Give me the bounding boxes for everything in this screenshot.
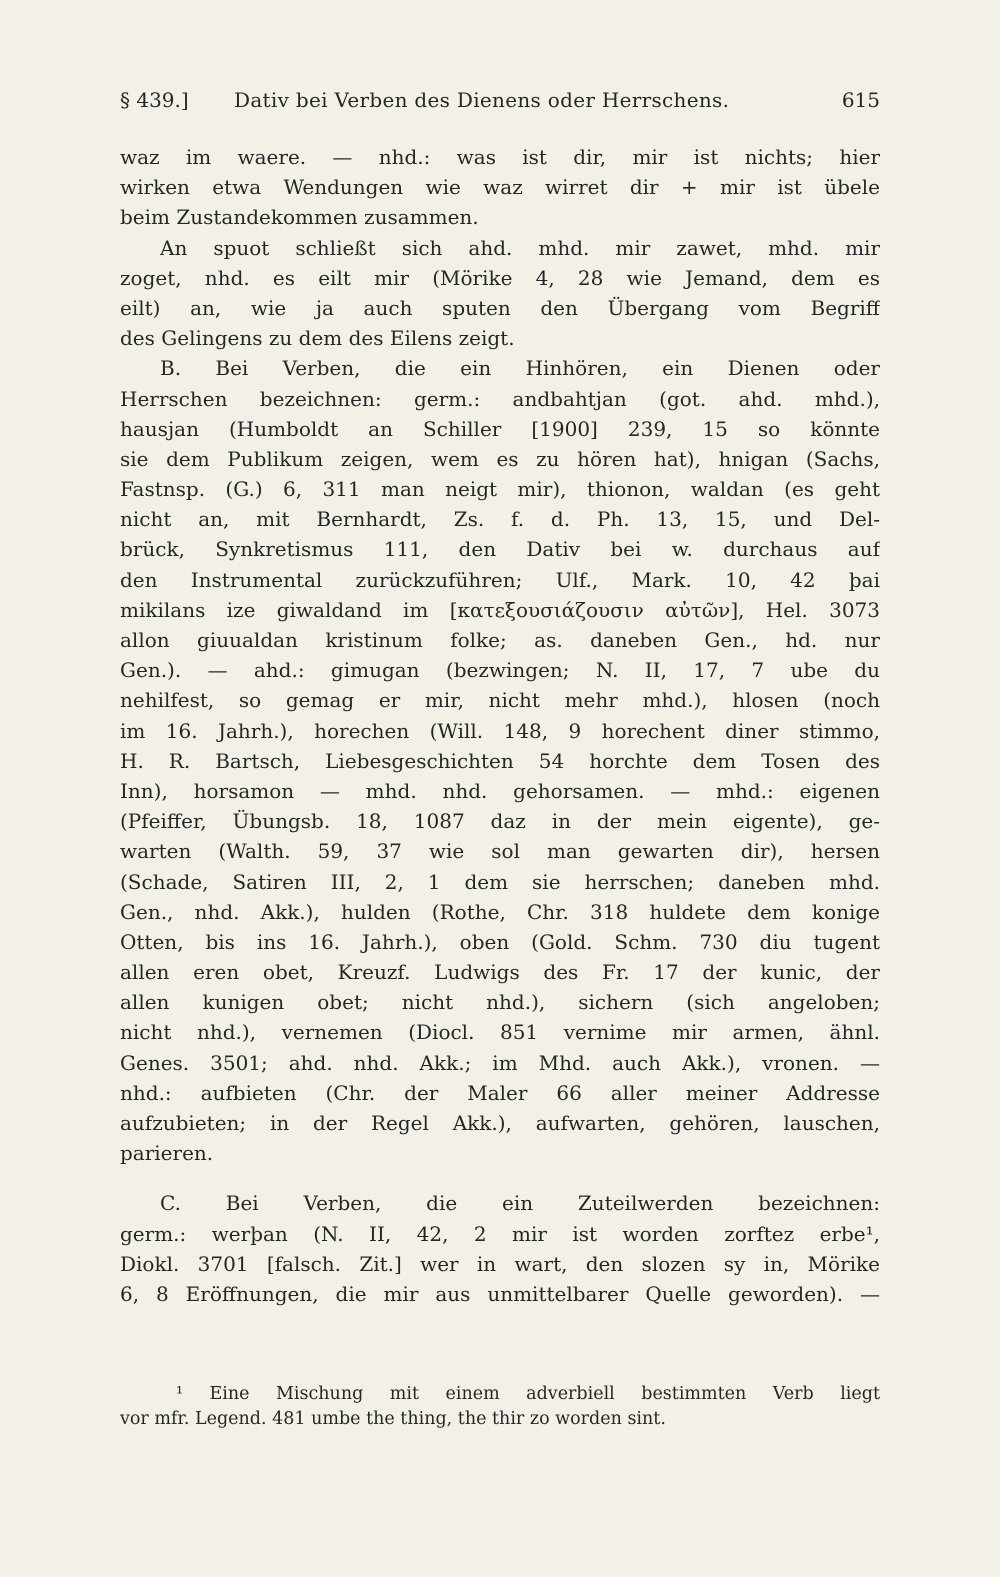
footnote-line: vor mfr. Legend. 481 umbe the thing, the thir zo worden sint. bbox=[120, 1409, 666, 1429]
text-line: den Instrumental zurückzuführen; Ulf., Mark. 10, 42 þai bbox=[120, 567, 880, 592]
running-title: Dativ bei Verben des Dienens oder Herrschens. bbox=[234, 88, 730, 112]
text-line: C. Bei Verben, die ein Zuteilwerden bezeichnen: bbox=[160, 1191, 880, 1216]
text-line: zoget, nhd. es eilt mir (Mörike 4, 28 wie Jemand, dem es bbox=[120, 265, 880, 290]
text-line: allen kunigen obet; nicht nhd.), sichern (sich angeloben; bbox=[120, 990, 880, 1015]
text-line: im 16. Jahrh.), horechen (Will. 148, 9 horechent diner stimmo, bbox=[120, 718, 880, 743]
text-line: (Pfeiffer, Übungsb. 18, 1087 daz in der mein eigente), ge- bbox=[120, 809, 880, 834]
text-line: allon giuualdan kristinum folke; as. daneben Gen., hd. nur bbox=[120, 628, 880, 652]
text-line: An spuot schließt sich ahd. mhd. mir zawet, mhd. mir bbox=[160, 235, 880, 260]
text-line: eilt) an, wie ja auch sputen den Übergang vom Begriff bbox=[120, 295, 880, 320]
text-line: (Schade, Satiren III, 2, 1 dem sie herrschen; daneben mhd. bbox=[120, 869, 880, 894]
text-line: Gen., nhd. Akk.), hulden (Rothe, Chr. 318 huldete dem konige bbox=[120, 899, 880, 924]
text-line: nhd.: aufbieten (Chr. der Maler 66 aller meiner Addresse bbox=[120, 1080, 880, 1105]
paragraph-gap bbox=[120, 1168, 880, 1188]
text-line: Diokl. 3701 [falsch. Zit.] wer in wart, den slozen sy in, Mörike bbox=[120, 1251, 880, 1276]
text-line: germ.: werþan (N. II, 42, 2 mir ist worden zorftez erbe¹, bbox=[120, 1221, 880, 1246]
text-line: aufzubieten; in der Regel Akk.), aufwarten, gehören, lauschen, bbox=[120, 1111, 880, 1135]
text-line: Genes. 3501; ahd. nhd. Akk.; im Mhd. auch Akk.), vronen. — bbox=[120, 1050, 880, 1075]
footnote bbox=[120, 1382, 880, 1432]
footnote-line: ¹ Eine Mischung mit einem adverbiell bestimmten Verb liegt bbox=[176, 1384, 880, 1404]
text-line: warten (Walth. 59, 37 wie sol man gewarten dir), hersen bbox=[120, 839, 880, 864]
text-line: Gen.). — ahd.: gimugan (bezwingen; N. II, 17, 7 ube du bbox=[120, 658, 880, 683]
text-line: hausjan (Humboldt an Schiller [1900] 239, 15 so könnte bbox=[120, 416, 880, 441]
text-line: mikilans ize giwaldand im [κατεξουσιάζουσιν αὐτῶν], Hel. 3073 bbox=[120, 597, 880, 622]
text-line: B. Bei Verben, die ein Hinhören, ein Dienen oder bbox=[160, 356, 880, 381]
text-line: des Gelingens zu dem des Eilens zeigt. bbox=[120, 326, 515, 351]
text-line: brück, Synkretismus 111, den Dativ bei w. durchaus auf bbox=[120, 537, 880, 562]
text-line: nehilfest, so gemag er mir, nicht mehr mhd.), hlosen (noch bbox=[120, 688, 880, 713]
text-line: sie dem Publikum zeigen, wem es zu hören hat), hnigan (Sachs, bbox=[120, 446, 880, 471]
running-head bbox=[120, 88, 880, 118]
text-line: beim Zustandekommen zusammen. bbox=[120, 205, 479, 230]
text-line: allen eren obet, Kreuzf. Ludwigs des Fr. 17 der kunic, der bbox=[120, 960, 880, 985]
text-line: H. R. Bartsch, Liebesgeschichten 54 horchte dem Tosen des bbox=[120, 748, 880, 773]
text-line: wirken etwa Wendungen wie waz wirret dir + mir ist übele bbox=[120, 175, 880, 200]
body-text bbox=[120, 142, 880, 1309]
page-number: 615 bbox=[841, 88, 880, 112]
text-line: Inn), horsamon — mhd. nhd. gehorsamen. — mhd.: eigenen bbox=[120, 778, 880, 803]
text-line: Herrschen bezeichnen: germ.: andbahtjan (got. ahd. mhd.), bbox=[120, 386, 880, 411]
text-line: Fastnsp. (G.) 6, 311 man neigt mir), thionon, waldan (es geht bbox=[120, 477, 880, 502]
text-line: nicht nhd.), vernemen (Diocl. 851 vernime mir armen, ähnl. bbox=[120, 1020, 880, 1045]
text-line: waz im waere. — nhd.: was ist dir, mir ist nichts; hier bbox=[120, 145, 880, 169]
text-line: 6, 8 Eröffnungen, die mir aus unmittelbarer Quelle geworden). — bbox=[120, 1281, 880, 1306]
text-line: parieren. bbox=[120, 1141, 214, 1166]
text-line: Otten, bis ins 16. Jahrh.), oben (Gold. Schm. 730 diu tugent bbox=[120, 929, 880, 954]
text-line: nicht an, mit Bernhardt, Zs. f. d. Ph. 13, 15, und Del- bbox=[120, 507, 880, 532]
section-marker: § 439.] bbox=[120, 88, 189, 112]
